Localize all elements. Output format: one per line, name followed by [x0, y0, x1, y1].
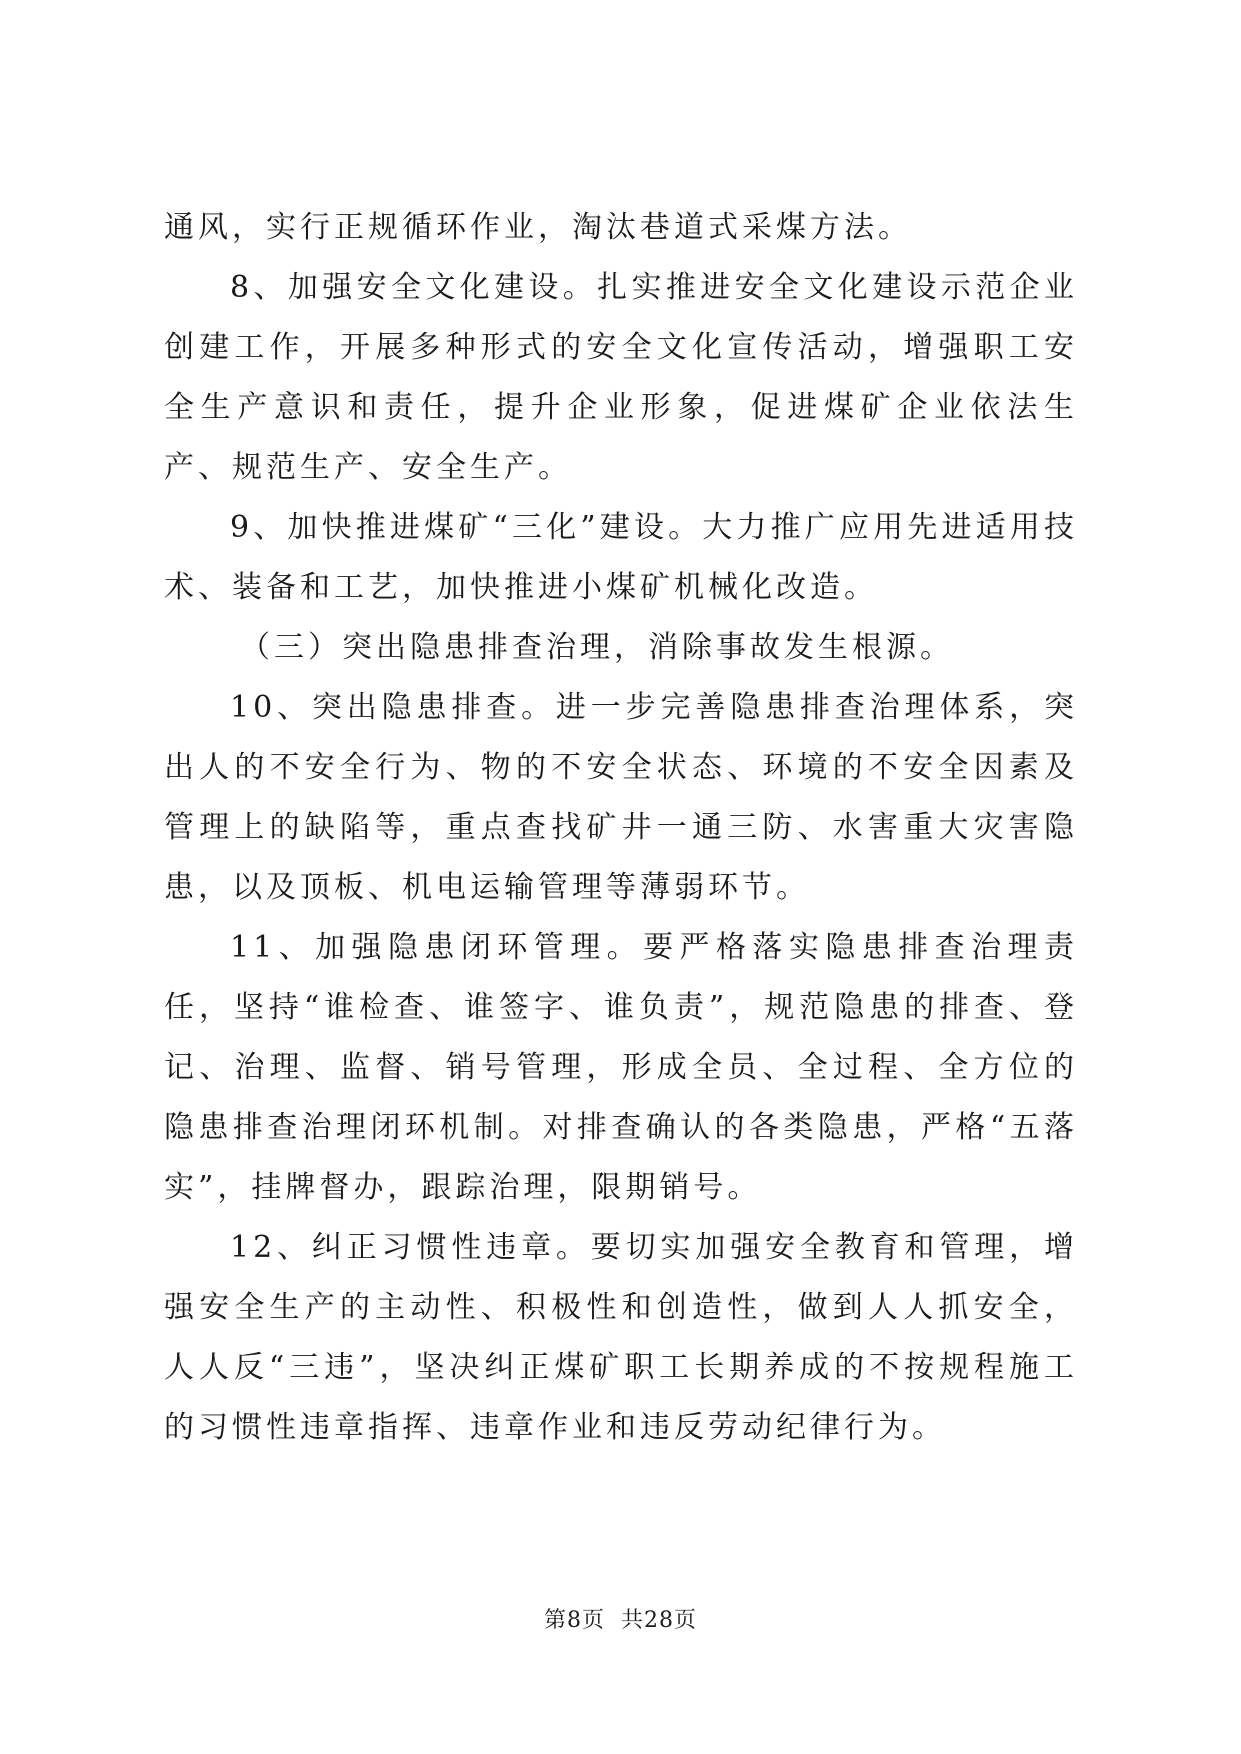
paragraph-item-12: 12、纠正习惯性违章。要切实加强安全教育和管理，增强安全生产的主动性、积极性和创造性，做到人人抓安全，人人反“三违”，坚决纠正煤矿职工长期养成的不按规程施工的习惯性违章指挥、违章作业和违反劳动纪律行为。	[164, 1230, 1078, 1445]
page-number: 第8页	[544, 1608, 605, 1633]
page-footer	[0, 1603, 1241, 1634]
paragraph-item-9: 9、加快推进煤矿“三化”建设。大力推广应用先进适用技术、装备和工艺，加快推进小煤矿机械化改造。	[164, 510, 1078, 605]
section-heading-3: （三）突出隐患排查治理，消除事故发生根源。	[240, 630, 954, 665]
paragraph-item-10: 10、突出隐患排查。进一步完善隐患排查治理体系，突出人的不安全行为、物的不安全状态、环境的不安全因素及管理上的缺陷等，重点查找矿井一通三防、水害重大灾害隐患，以及顶板、机电运输管理等薄弱环节。	[164, 690, 1078, 905]
paragraph-item-8: 8、加强安全文化建设。扎实推进安全文化建设示范企业创建工作，开展多种形式的安全文化宣传活动，增强职工安全生产意识和责任，提升企业形象，促进煤矿企业依法生产、规范生产、安全生产。	[164, 270, 1078, 485]
paragraph-item-11: 11、加强隐患闭环管理。要严格落实隐患排查治理责任，坚持“谁检查、谁签字、谁负责”，规范隐患的排查、登记、治理、监督、销号管理，形成全员、全过程、全方位的隐患排查治理闭环机制。对排查确认的各类隐患，严格“五落实”，挂牌督办，跟踪治理，限期销号。	[164, 930, 1078, 1205]
document-body	[164, 198, 1078, 1458]
paragraph-continuation: 通风，实行正规循环作业，淘汰巷道式采煤方法。	[164, 210, 912, 245]
page-total: 共28页	[621, 1608, 697, 1633]
